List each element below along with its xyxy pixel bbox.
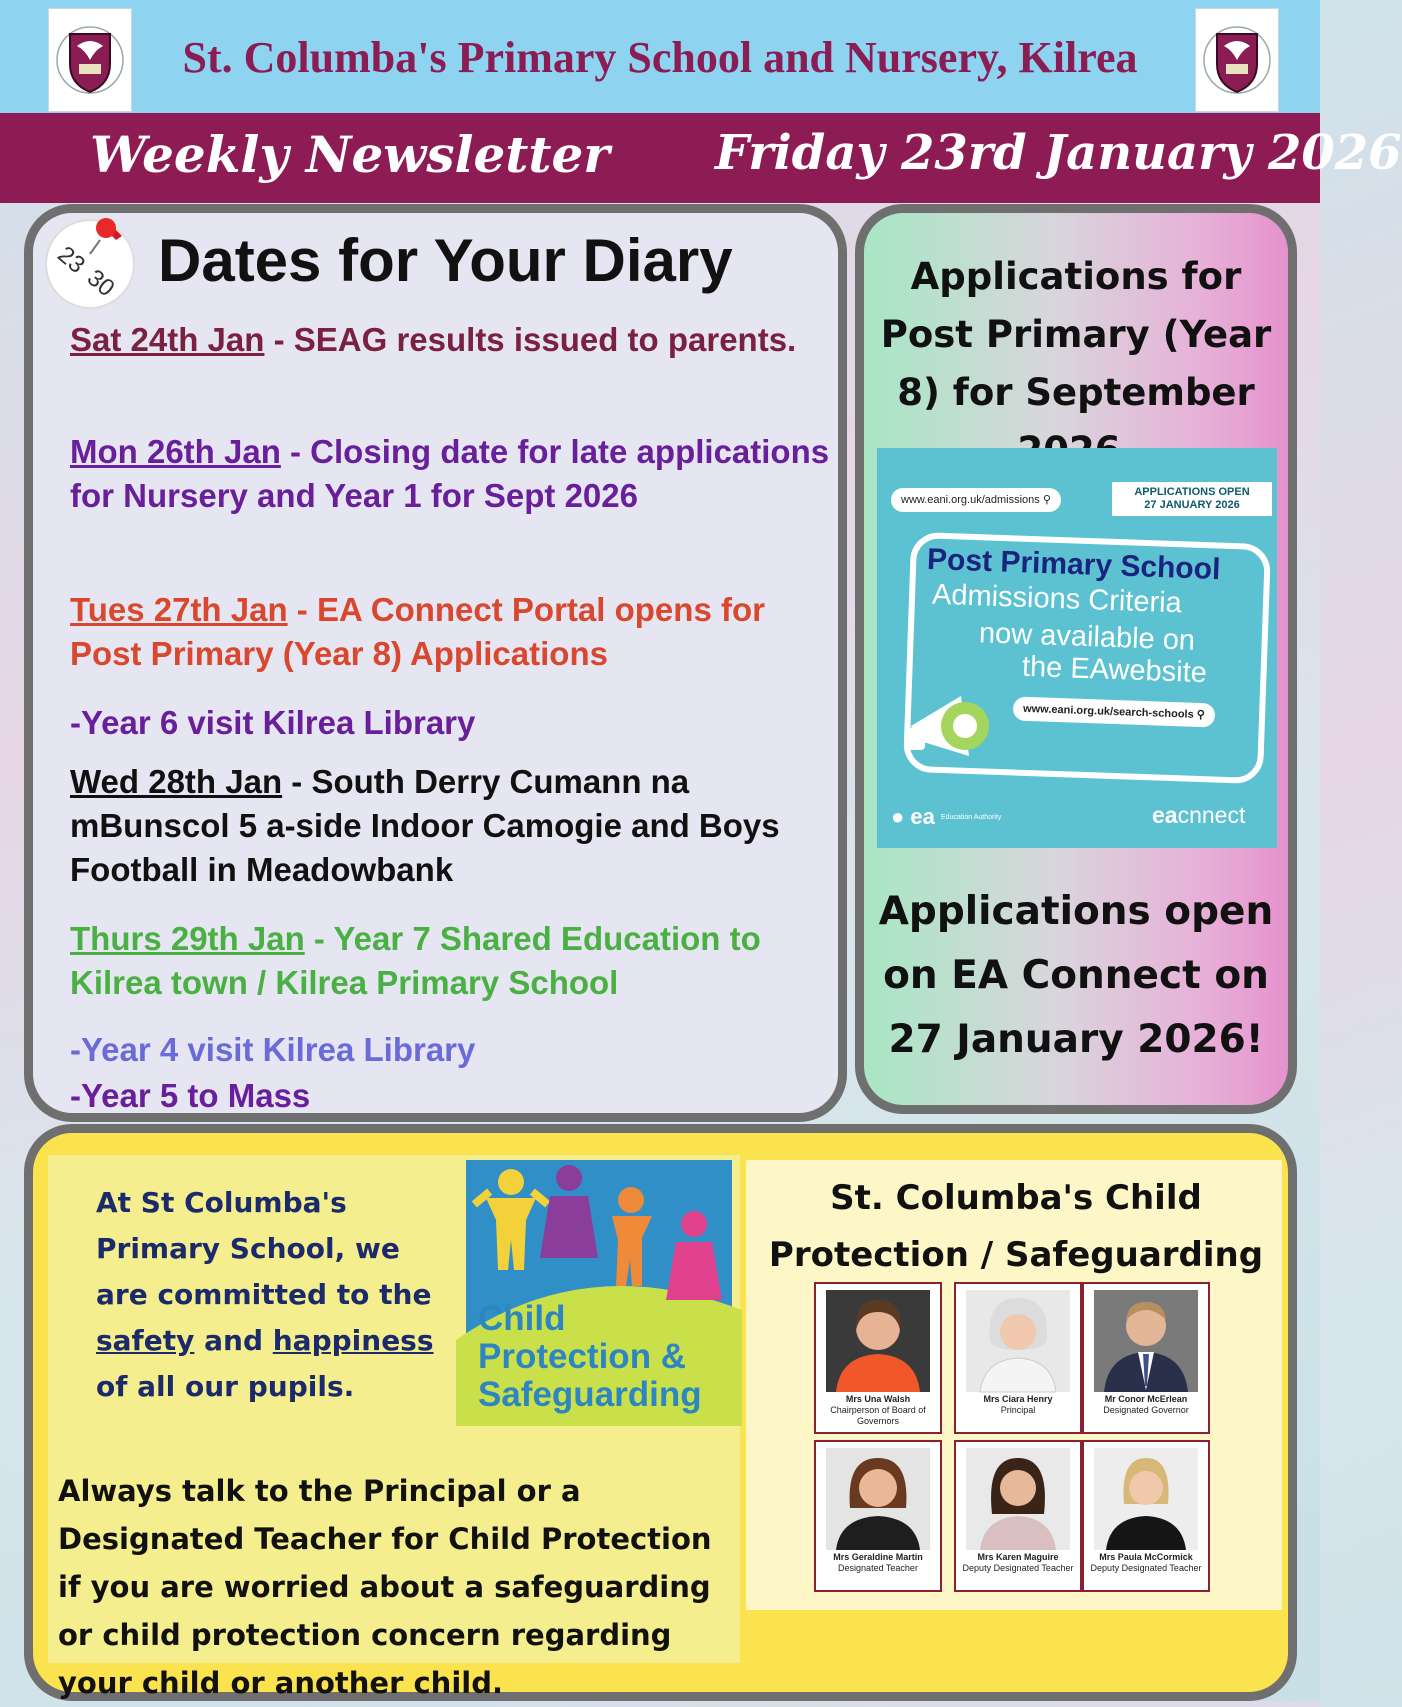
team-member-name: Mrs Karen Maguire [977, 1552, 1059, 1562]
team-member-name: Mrs Paula McCormick [1099, 1552, 1193, 1562]
poster-title-4: the EAwebsite [1021, 650, 1208, 690]
team-member-name: Mr Conor McErlean [1104, 1394, 1188, 1404]
team-member-role: Deputy Designated Teacher [962, 1563, 1074, 1573]
team-member-role: Deputy Designated Teacher [1090, 1563, 1202, 1573]
school-crest-right [1195, 8, 1279, 112]
entry-text: -Year 6 visit Kilrea Library [70, 704, 476, 741]
team-member-role: Chairperson of Board of Governors [830, 1405, 926, 1426]
calendar-pin-icon [36, 210, 144, 310]
team-member-role: Designated Governor [1103, 1405, 1189, 1415]
diary-entry-year4 [70, 1028, 830, 1072]
entry-text: - SEAG results issued to parents. [264, 321, 797, 358]
ea-admissions-poster [877, 448, 1277, 848]
school-name: St. Columba's Primary School and Nursery, Kilrea [182, 33, 1138, 82]
crest-icon [1202, 20, 1272, 100]
safeguarding-team-title: St. Columba's Child Protection / Safeguarding [768, 1178, 1264, 1275]
eaconnect-logo: eacnnect [1152, 802, 1246, 828]
diary-entry-mon [70, 430, 830, 518]
child-protection-logo [466, 1160, 732, 1426]
team-member-photo [826, 1448, 930, 1550]
newsletter-date: Friday 23rd January 2026 [715, 125, 1402, 181]
team-member-photo [966, 1290, 1070, 1392]
child-protection-logo-text: Child Protection & Safeguarding [478, 1299, 702, 1414]
diary-entry-thurs [70, 917, 830, 1005]
diary-entry-year5 [70, 1074, 830, 1118]
entry-text: - Closing date for late applications for Nursery and Year 1 for Sept 2026 [70, 433, 830, 514]
diary-entry-wed [70, 760, 830, 892]
team-member-card [1082, 1440, 1210, 1592]
entry-text: - EA Connect Portal opens for Post Primary (Year 8) Applications [70, 591, 765, 672]
happiness-word: happiness [272, 1324, 434, 1357]
newsletter-label: Weekly Newsletter [90, 125, 610, 184]
entry-text: - South Derry Cumann na mBunscol 5 a-side Indoor Camogie and Boys Football in Meadowbank [70, 763, 780, 888]
applications-open-badge: APPLICATIONS OPEN 27 JANUARY 2026 [1112, 482, 1272, 516]
entry-date: Mon 26th Jan [70, 433, 281, 470]
entry-text: -Year 4 visit Kilrea Library [70, 1031, 476, 1068]
svg-text:30: 30 [81, 264, 120, 303]
team-member-name: Mrs Ciara Henry [983, 1394, 1053, 1404]
team-member-role: Designated Teacher [838, 1563, 918, 1573]
team-member-card [1082, 1282, 1210, 1434]
entry-text: -Year 5 to Mass [70, 1077, 311, 1114]
school-crest-left [48, 8, 132, 112]
poster-title-2: Admissions Criteria [931, 578, 1183, 620]
entry-date: Sat 24th Jan [70, 321, 265, 358]
commitment-statement: At St Columba's Primary School, we are committed to the safety and happiness of all our pupils. [96, 1186, 434, 1403]
svg-text:23: 23 [52, 241, 91, 279]
team-member-card [954, 1440, 1082, 1592]
megaphone-icon [891, 676, 1001, 776]
team-member-photo [1094, 1290, 1198, 1392]
ea-url-top: www.eani.org.uk/admissions ⚲ [891, 488, 1061, 512]
applications-open-text: Applications open on EA Connect on 27 January 2026! [878, 889, 1274, 1062]
poster-title-1: Post Primary School [926, 542, 1221, 587]
entry-date: Thurs 29th Jan [70, 920, 305, 957]
crest-icon [55, 20, 125, 100]
entry-date: Wed 28th Jan [70, 763, 283, 800]
applications-heading: Applications for Post Primary (Year 8) for September [880, 255, 1272, 414]
poster-title-3: now available on [978, 617, 1196, 657]
diary-title: Dates for Your Diary [158, 227, 733, 294]
team-member-name: Mrs Geraldine Martin [833, 1552, 923, 1562]
team-member-photo [1094, 1448, 1198, 1550]
team-member-card [814, 1440, 942, 1592]
diary-entry-year6 [70, 701, 830, 745]
team-member-name: Mrs Una Walsh [845, 1394, 911, 1404]
advice-text: Always talk to the Principal or a Designated Teacher for Child Protection if you are worried about a safeguarding or child protection concern regarding your child or another child. [58, 1474, 712, 1700]
team-member-photo [826, 1290, 930, 1392]
entry-text: - Year 7 Shared Education to Kilrea town / Kilrea Primary School [70, 920, 761, 1001]
safety-word: safety [96, 1324, 195, 1357]
ea-url-search: www.eani.org.uk/search-schools ⚲ [1013, 696, 1216, 727]
diary-entry-tues [70, 588, 830, 676]
diary-entry-sat [70, 318, 830, 362]
ea-logo: ● ea Education Authority [891, 804, 1002, 829]
team-member-card [814, 1282, 942, 1434]
team-member-role: Principal [1000, 1405, 1036, 1415]
entry-date: Tues 27th Jan [70, 591, 288, 628]
team-member-photo [966, 1448, 1070, 1550]
team-member-card [954, 1282, 1082, 1434]
